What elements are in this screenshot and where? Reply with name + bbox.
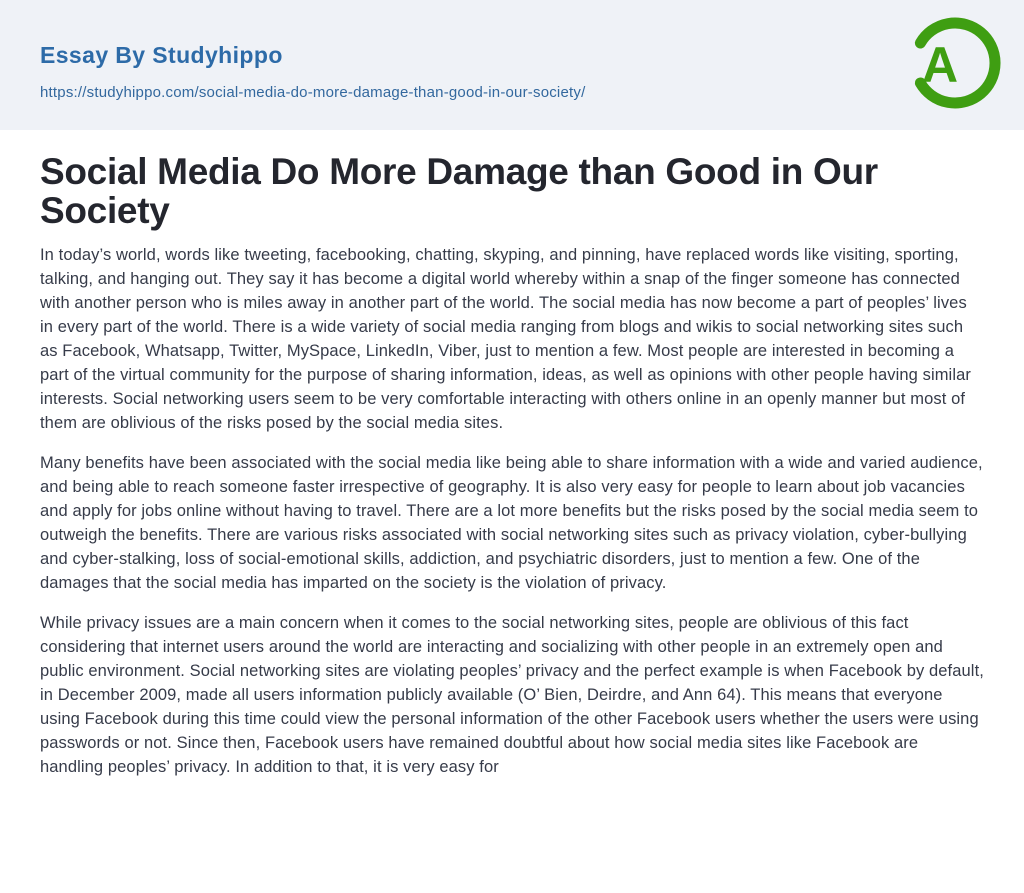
essay-paragraph-3: While privacy issues are a main concern when it comes to the social networking sites, people are oblivious of this fact considering that internet users around the world are interacting and socializing with other people in an extremely open and public environment. Social networking sites are violating peoples’ privacy and the perfect example is when Facebook by default, in December 2009, made all users information publicly available (O’ Bien, Deirdre, and Ann 64). This means that everyone using Facebook during this time could view the personal information of the other Facebook users whether the users were using passwords or not. Since then, Facebook users have remained doubtful about how social media sites like Facebook are handling peoples’ privacy. In addition to that, it is very easy for <box>40 614 984 777</box>
page-header <box>0 0 1024 130</box>
essay-paragraph-1: In today’s world, words like tweeting, facebooking, chatting, skyping, and pinning, have replaced words like visiting, sporting, talking, and hanging out. They say it has become a digital world whereby within a snap of the finger someone has connected with another person who is miles away in another part of the world. The social media has now become a part of peoples’ lives in every part of the world. There is a wide variety of social media ranging from blogs and wikis to social networking sites such as Facebook, Whatsapp, Twitter, MySpace, LinkedIn, Viber, just to mention a few. Most people are interested in becoming a part of the virtual community for the purpose of sharing information, ideas, as well as opinions with other people having similar interests. Social networking users seem to be very comfortable interacting with others online in an openly manner but most of them are oblivious of the risks posed by the social media sites. <box>40 246 971 433</box>
essay-url-link[interactable]: https://studyhippo.com/social-media-do-more-damage-than-good-in-our-society/ <box>40 84 586 101</box>
site-title: Essay By Studyhippo <box>40 42 283 68</box>
essay-paragraph-2: Many benefits have been associated with the social media like being able to share information with a wide and varied audience, and being able to reach someone faster irrespective of geography. It is also very easy for people to learn about job vacancies and apply for jobs online without having to travel. There are a lot more benefits but the risks posed by the social media seem to outweigh the benefits. There are various risks associated with social networking sites such as privacy violation, cyber-bullying and cyber-stalking, loss of social-emotional skills, addiction, and psychiatric disorders, just to mention a few. One of the damages that the social media has imparted on the society is the violation of privacy. <box>40 454 983 593</box>
essay-content <box>0 130 1024 779</box>
essay-title: Social Media Do More Damage than Good in Our Society <box>40 151 878 232</box>
studyhippo-logo-icon <box>905 13 1005 113</box>
header-text-block <box>40 42 585 102</box>
logo-letter: A <box>921 37 959 93</box>
